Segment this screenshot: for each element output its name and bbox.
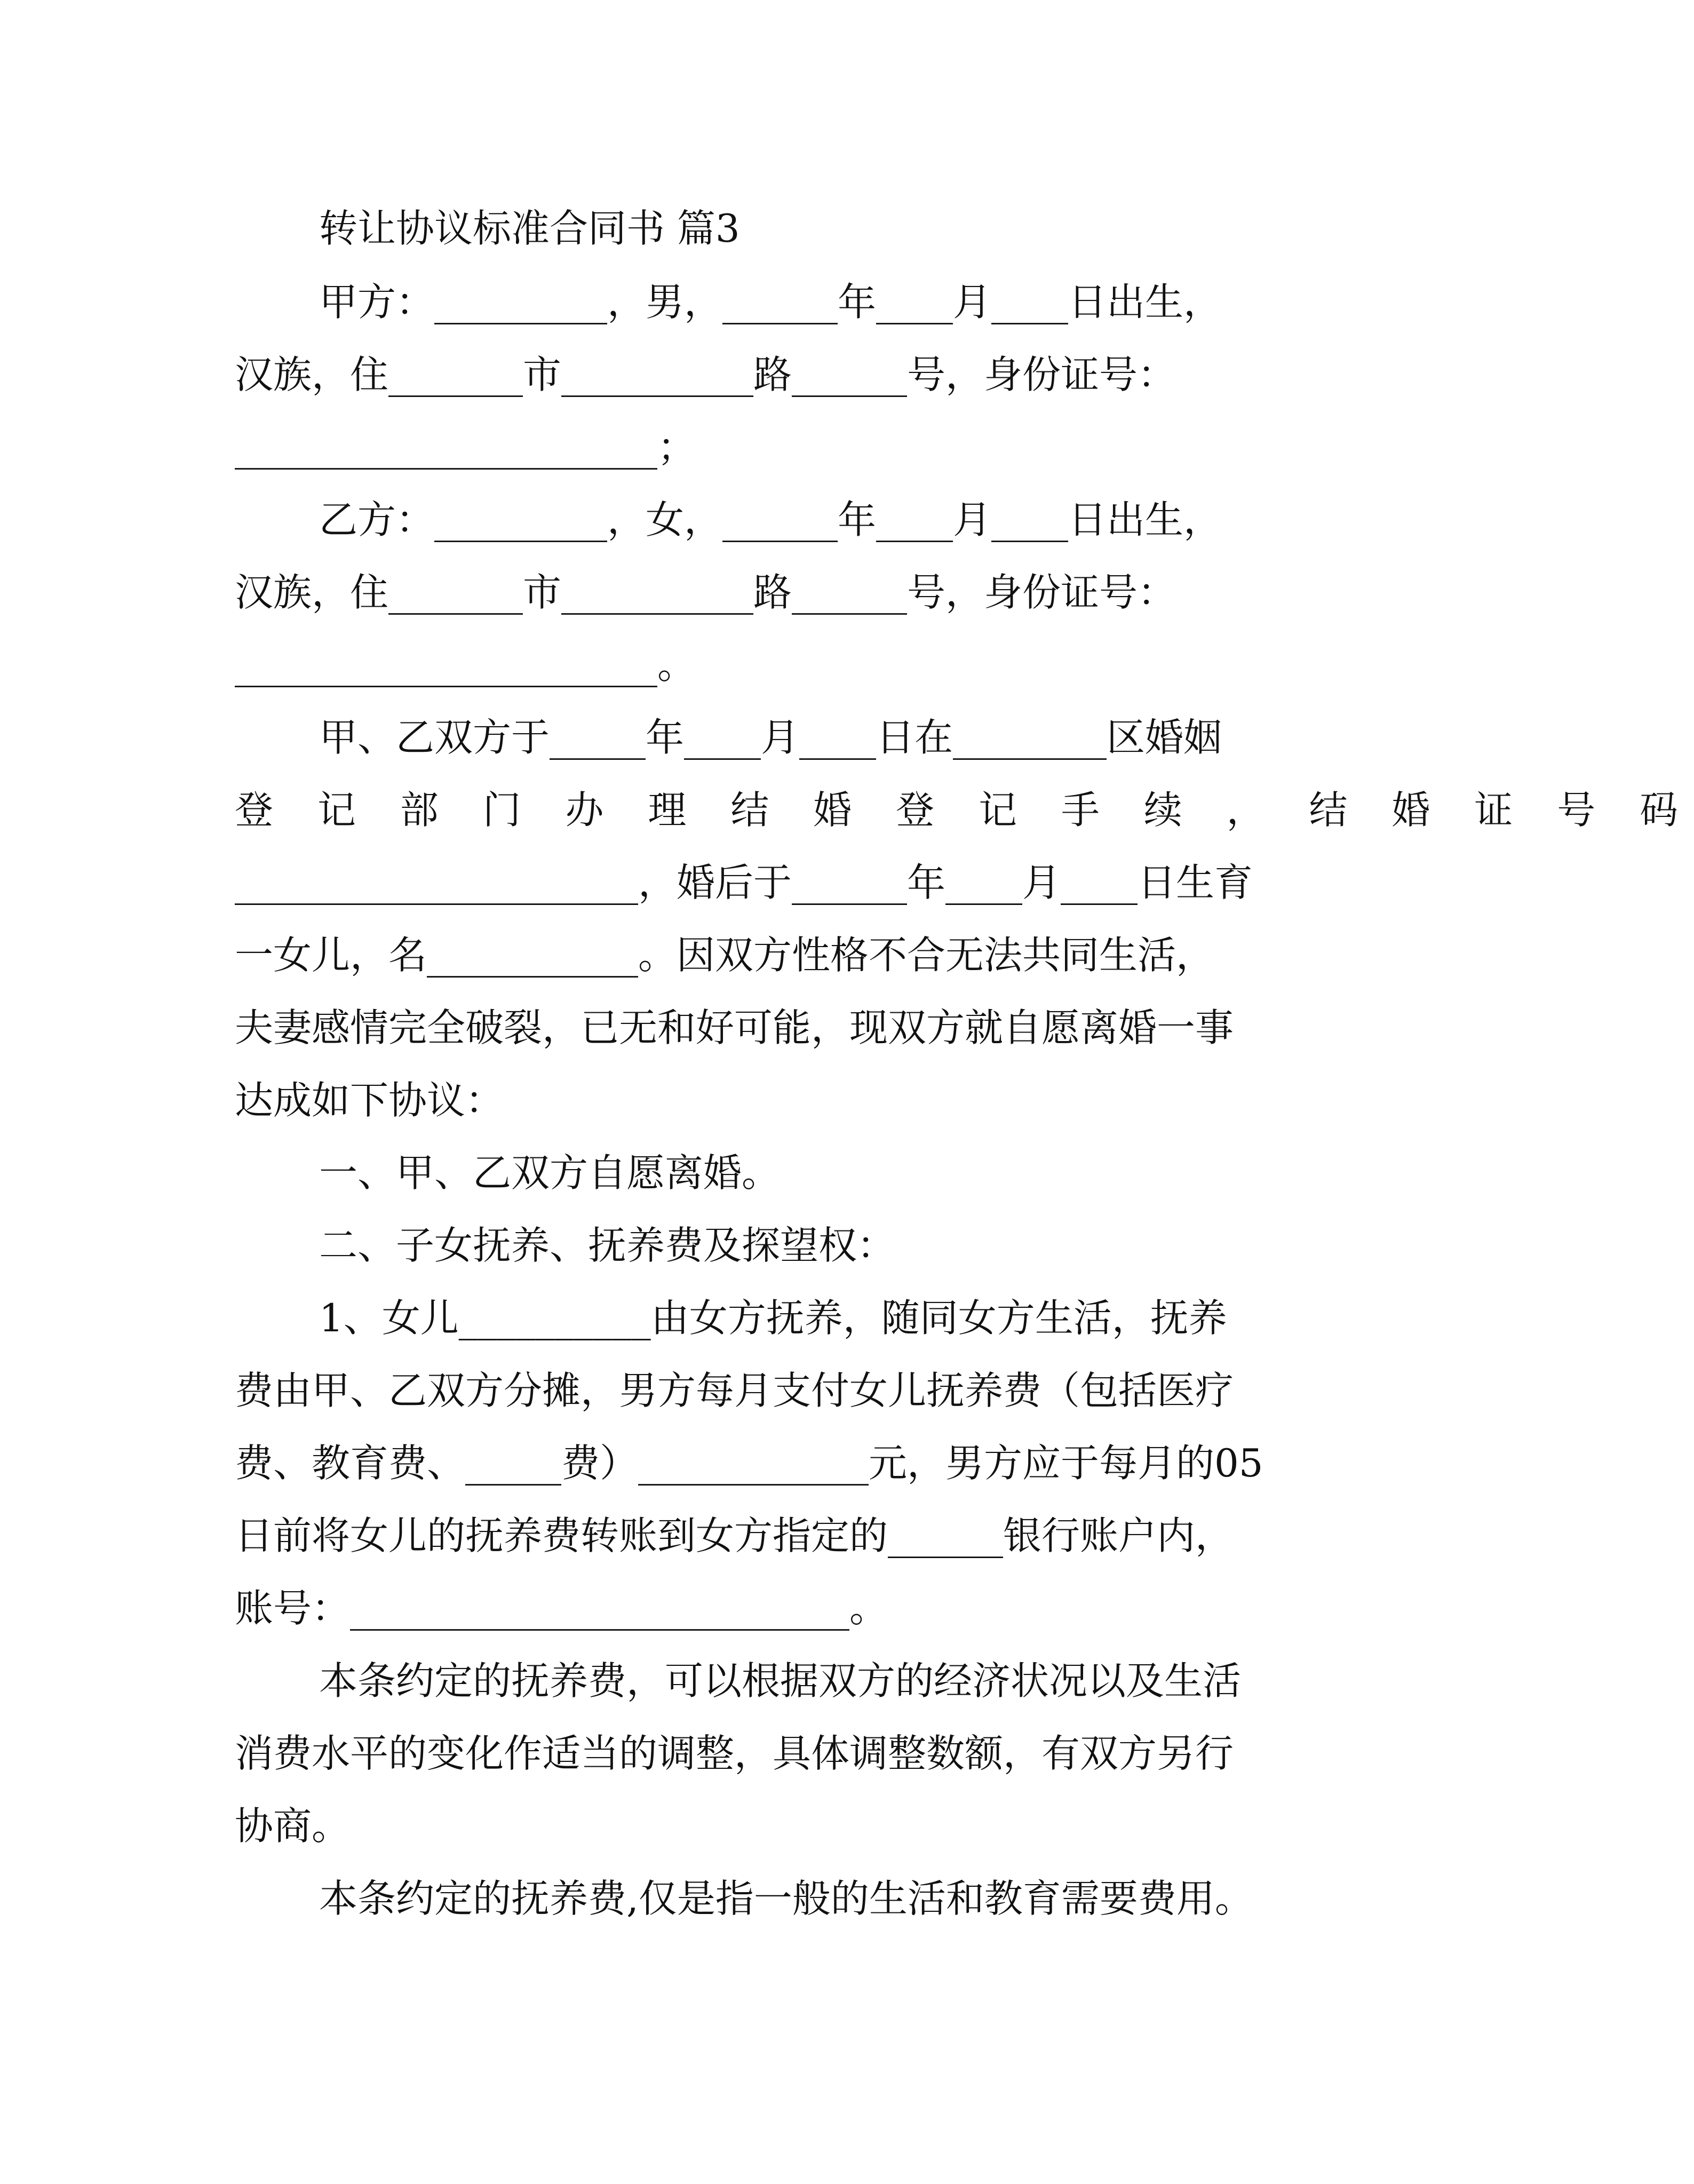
paragraph-line: 费由甲、乙双方分摊，男方每月支付女儿抚养费（包括医疗 [235,1368,1234,1413]
paragraph-line: 本条约定的抚养费，可以根据双方的经济状况以及生活 [319,1658,1242,1703]
paragraph-line: 费、教育费、_____费）____________元，男方应于每月的05 [235,1441,1263,1486]
party-b-line-1: 乙方：_________，女，______年____月____日出生， [319,497,1222,542]
paragraph-line: 达成如下协议： [235,1078,504,1123]
party-b-line-3: ______________________。 [235,642,696,687]
party-a-line-3: ______________________； [235,425,696,470]
clause-2-item-1: 1、女儿__________由女方抚养，随同女方生活，抚养 [319,1296,1227,1340]
document-title: 转让协议标准合同书 篇3 [319,206,740,251]
paragraph-line: 一女儿，名___________。因双方性格不合无法共同生活， [235,933,1215,978]
paragraph-line: 消费水平的变化作适当的调整，具体调整数额，有双方另行 [235,1731,1234,1776]
paragraph-line: 甲、乙双方于_____年____月____日在________区婚姻 [319,715,1222,760]
party-a-line-2: 汉族，住_______市__________路______号，身份证号： [235,352,1176,397]
paragraph-line: 本条约定的抚养费,仅是指一般的生活和教育需要费用。 [319,1876,1253,1921]
paragraph-line: 账号：__________________________。 [235,1586,888,1631]
party-b-line-2: 汉族，住_______市__________路______号，身份证号： [235,570,1176,615]
party-a-line-1: 甲方：_________，男，______年____月____日出生， [319,280,1222,324]
paragraph-line: 协商。 [235,1804,351,1848]
clause-2: 二、子女抚养、抚养费及探望权： [319,1223,896,1268]
paragraph-line: 登 记 部 门 办 理 结 婚 登 记 手 续 ， 结 婚 证 号 码 [235,788,1694,832]
paragraph-line: _____________________，婚后于______年____月____日生育 [235,860,1253,905]
paragraph-line: 夫妻感情完全破裂，已无和好可能，现双方就自愿离婚一事 [235,1005,1234,1050]
paragraph-line: 日前将女儿的抚养费转账到女方指定的______银行账户内， [235,1513,1234,1558]
clause-1: 一、甲、乙双方自愿离婚。 [319,1150,781,1195]
